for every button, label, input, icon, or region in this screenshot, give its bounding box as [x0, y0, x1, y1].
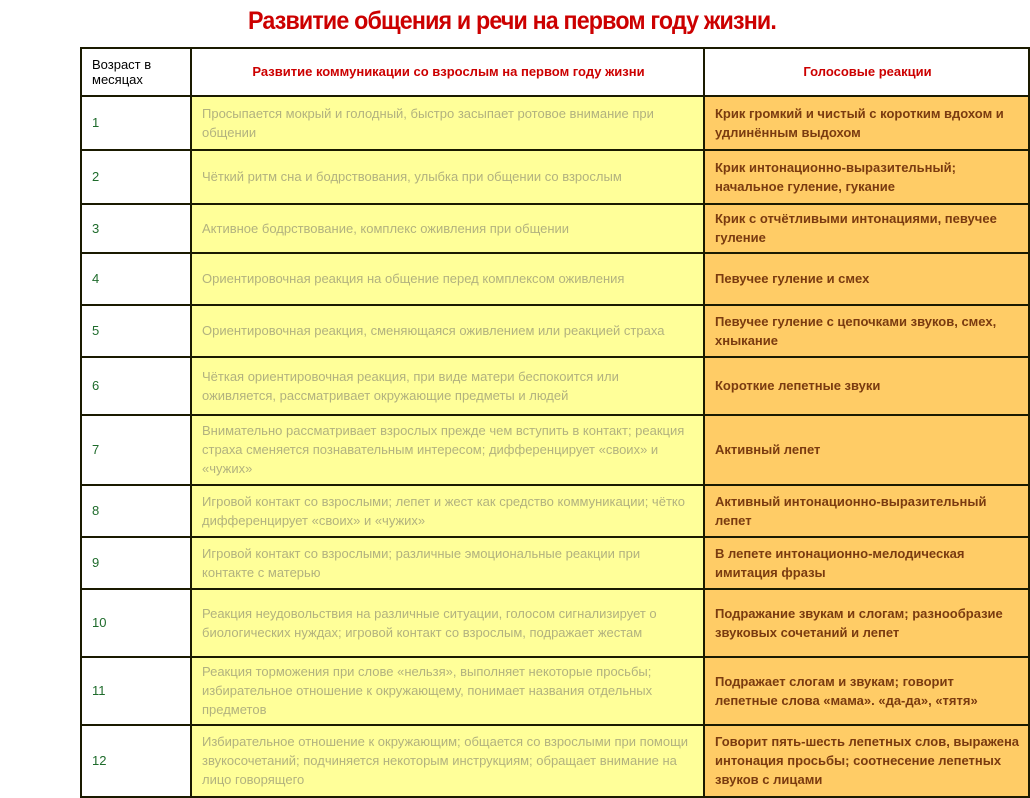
cell-communication: Реакция торможения при слове «нельзя», выполняет некоторые просьбы; избирательное отношение к окружающему, понимает названия отдельных предметов [191, 657, 704, 725]
table-header-row [81, 48, 1029, 96]
table-row [81, 415, 1029, 485]
cell-voice: Крик интонационно-выразительный; начальное гуление, гукание [704, 150, 1029, 204]
cell-voice: Певучее гуление и смех [704, 253, 1029, 305]
cell-age: 8 [81, 485, 191, 537]
cell-age: 2 [81, 150, 191, 204]
table-body [81, 96, 1029, 797]
table-row [81, 537, 1029, 589]
cell-communication: Игровой контакт со взрослыми; лепет и жест как средство коммуникации; чётко дифференцирует «своих» и «чужих» [191, 485, 704, 537]
column-header-voice: Голосовые реакции [704, 48, 1029, 96]
cell-age: 4 [81, 253, 191, 305]
cell-communication: Избирательное отношение к окружающим; общается со взрослыми при помощи звукосочетаний; подчиняется некоторым инструкциям; обращает внимание на лицо говорящего [191, 725, 704, 797]
cell-voice: Крик с отчётливыми интонациями, певучее гуление [704, 204, 1029, 253]
column-header-communication: Развитие коммуникации со взрослым на первом году жизни [191, 48, 704, 96]
cell-voice: Короткие лепетные звуки [704, 357, 1029, 415]
table-row [81, 150, 1029, 204]
cell-voice: Активный лепет [704, 415, 1029, 485]
cell-age: 12 [81, 725, 191, 797]
cell-communication: Чёткий ритм сна и бодрствования, улыбка при общении со взрослым [191, 150, 704, 204]
cell-communication: Ориентировочная реакция на общение перед комплексом оживления [191, 253, 704, 305]
page-title: Развитие общения и речи на первом году жизни. [248, 7, 776, 35]
cell-voice: Активный интонационно-выразительный лепет [704, 485, 1029, 537]
cell-voice: Говорит пять-шесть лепетных слов, выражена интонация просьбы; соотнесение лепетных звуков с лицами [704, 725, 1029, 797]
cell-voice: В лепете интонационно-мелодическая имитация фразы [704, 537, 1029, 589]
table-row [81, 725, 1029, 797]
cell-communication: Ориентировочная реакция, сменяющаяся оживлением или реакцией страха [191, 305, 704, 357]
table-header [81, 48, 1029, 96]
cell-communication: Реакция неудовольствия на различные ситуации, голосом сигнализирует о биологических нуждах; игровой контакт со взрослым, подражает жестам [191, 589, 704, 657]
cell-communication: Просыпается мокрый и голодный, быстро засыпает ротовое внимание при общении [191, 96, 704, 150]
table-row [81, 253, 1029, 305]
cell-age: 3 [81, 204, 191, 253]
development-table [80, 47, 1030, 798]
cell-communication: Чёткая ориентировочная реакция, при виде матери беспокоится или оживляется, рассматривает окружающие предметы и людей [191, 357, 704, 415]
cell-communication: Внимательно рассматривает взрослых прежде чем вступить в контакт; реакция страха сменяется познавательным интересом; дифференцирует «своих» и «чужих» [191, 415, 704, 485]
table-row [81, 589, 1029, 657]
development-table-container [80, 47, 1028, 798]
table-row [81, 96, 1029, 150]
cell-age: 9 [81, 537, 191, 589]
table-row [81, 485, 1029, 537]
cell-age: 11 [81, 657, 191, 725]
cell-voice: Крик громкий и чистый с коротким вдохом и удлинённым выдохом [704, 96, 1029, 150]
table-row [81, 357, 1029, 415]
cell-age: 1 [81, 96, 191, 150]
cell-age: 6 [81, 357, 191, 415]
cell-voice: Подражание звукам и слогам; разнообразие звуковых сочетаний и лепет [704, 589, 1029, 657]
cell-voice: Подражает слогам и звукам; говорит лепетные слова «мама». «да-да», «тятя» [704, 657, 1029, 725]
column-header-age: Возраст в месяцах [81, 48, 191, 96]
cell-communication: Активное бодрствование, комплекс оживления при общении [191, 204, 704, 253]
table-row [81, 657, 1029, 725]
cell-age: 10 [81, 589, 191, 657]
cell-communication: Игровой контакт со взрослыми; различные эмоциональные реакции при контакте с матерью [191, 537, 704, 589]
cell-voice: Певучее гуление с цепочками звуков, смех, хныкание [704, 305, 1029, 357]
cell-age: 7 [81, 415, 191, 485]
table-row [81, 305, 1029, 357]
table-row [81, 204, 1029, 253]
cell-age: 5 [81, 305, 191, 357]
